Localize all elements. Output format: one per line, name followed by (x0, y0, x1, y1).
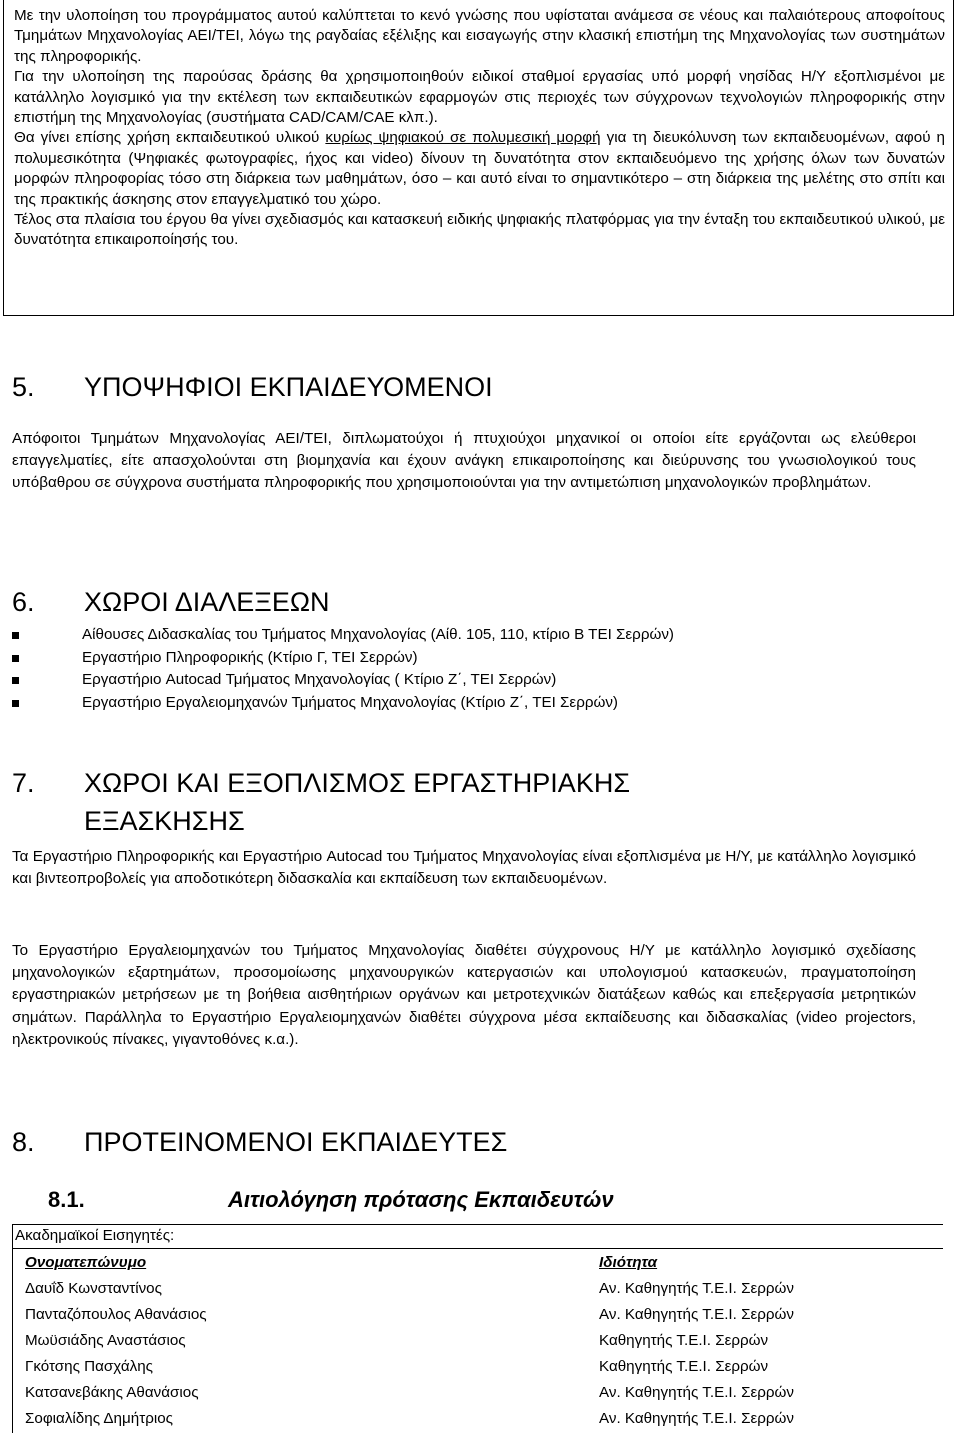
section-6-heading (12, 584, 330, 620)
section-8-title: ΠΡΟΤΕΙΝΟΜΕΝΟΙ ΕΚΠΑΙΔΕΥΤΕΣ (84, 1127, 508, 1157)
section-6-title: ΧΩΡΟΙ ΔΙΑΛΕΞΕΩΝ (84, 587, 330, 617)
section-5-title: ΥΠΟΨΗΦΙΟΙ ΕΚΠΑΙΔΕΥΟΜΕΝΟΙ (84, 372, 493, 402)
instructor-name: Δαυΐδ Κωνσταντίνος (25, 1280, 162, 1297)
section-7-number: 7. (12, 768, 35, 798)
academic-instructors-label: Ακαδημαϊκοί Εισηγητές: (15, 1227, 175, 1244)
section-5-heading (12, 369, 493, 405)
list-item: Αίθουσες Διδασκαλίας του Τμήματος Μηχανολογίας (Αίθ. 105, 110, κτίριο Β ΤΕΙ Σερρών) (12, 624, 674, 647)
instructor-role: Αν. Καθηγητής Τ.Ε.Ι. Σερρών (599, 1384, 794, 1401)
table-divider (13, 1248, 943, 1249)
instructor-name: Σοφιαλίδης Δημήτριος (25, 1410, 173, 1427)
subsection-8-1-title: Αιτιολόγηση πρότασης Εκπαιδευτών (228, 1187, 614, 1212)
instructor-name: Γκότσης Πασχάλης (25, 1358, 153, 1375)
intro-paragraph-1: Με την υλοποίηση του προγράμματος αυτού καλύπτεται το κενό γνώσης που υφίσταται ανάμεσα σε νέους και παλαιότερους αποφοίτους Τμημάτων Μηχανολογίας ΑΕΙ/ΤΕΙ, λόγω της ραγδαίας εξέλιξης και εισαγωγής στην κλασική επιστήμη της Μηχανολογίας των συστημάτων της πληροφορικής. (14, 7, 945, 65)
instructor-role: Αν. Καθηγητής Τ.Ε.Ι. Σερρών (599, 1306, 794, 1323)
intro-box (3, 0, 954, 316)
section-8-number: 8. (12, 1127, 35, 1157)
section-7-paragraph-2: Το Εργαστήριο Εργαλειομηχανών του Τμήματος Μηχανολογίας διαθέτει σύγχρονους Η/Υ με κατάλληλο λογισμικό σχεδίασης μηχανολογικών εξαρτημάτων, προσομοίωσης μηχανουργικών κατεργασιών και υπολογισμού κατασκευών, πραγματοποίηση εργαστηριακών μετρήσεων με τη βοήθεια αισθητήριων οργάνων και μετροτεχνικών διατάξεων καθώς και επεξεργασία μετρητικών σημάτων. Παράλληλα το Εργαστήριο Εργαλειομηχανών διαθέτει σύγχρονα μέσα εκπαίδευσης και διδασκαλίας (video projectors, ηλεκτρονικούς πίνακες, γιγαντοθόνες κ.α.). (12, 942, 916, 1048)
bullet-square-icon (12, 655, 19, 662)
column-header-name: Ονοματεπώνυμο (25, 1254, 147, 1271)
section-7-title-line1: ΧΩΡΟΙ ΚΑΙ ΕΞΟΠΛΙΣΜΟΣ ΕΡΓΑΣΤΗΡΙΑΚΗΣ (84, 768, 631, 798)
list-item: Εργαστήριο Εργαλειομηχανών Τμήματος Μηχανολογίας (Κτίριο Ζ΄, ΤΕΙ Σερρών) (12, 692, 674, 715)
instructor-role: Καθηγητής Τ.Ε.Ι. Σερρών (599, 1332, 769, 1349)
section-5-text: Απόφοιτοι Τμημάτων Μηχανολογίας ΑΕΙ/ΤΕΙ, διπλωματούχοι ή πτυχιούχοι μηχανικοί οι οποίοι είτε εργάζονται ως ελεύθεροι επαγγελματίες, είτε απασχολούνται στη βιομηχανία και έχουν ανάγκη επικαιροποίησης και διεύρυνσης του γνωσιολογικού τους υπόβαθρου σε σύγχρονα συστήματα πληροφορικής που χρησιμοποιούνται για την αντιμετώπιση μηχανολογικών προβλημάτων. (12, 430, 916, 492)
lecture-rooms-list (12, 624, 674, 715)
intro-p3-end: για τη διευκόλυνση των εκπαιδευομένων, αφού η πολυμεσικότητα (Ψηφιακές φωτογραφίες, ήχος και video) δίνουν τη δυνατότητα στον εκπαιδευόμενο της χρήσης όλων των δυνατών μορφών πληροφορίας τόσο στη διάρκεια των μαθημάτων, όσο – και αυτό είναι το σημαντικότερο – στη διάρκεια της μελέτης στο σπίτι και της πρακτικής άσκησης στον επαγγελματικό του χώρο. (14, 129, 945, 208)
instructor-name: Κατσανεβάκης Αθανάσιος (25, 1384, 199, 1401)
bullet-square-icon (12, 632, 19, 639)
bullet-square-icon (12, 700, 19, 707)
instructor-role: Καθηγητής Τ.Ε.Ι. Σερρών (599, 1358, 769, 1375)
section-8-heading (12, 1124, 507, 1160)
column-header-role: Ιδιότητα (599, 1254, 658, 1271)
academic-instructors-table (12, 1224, 943, 1433)
subsection-8-1-heading (48, 1186, 614, 1214)
instructor-name: Μωϋσιάδης Αναστάσιος (25, 1332, 186, 1349)
section-7-title-line2: ΕΞΑΣΚΗΣΗΣ (84, 806, 245, 836)
section-7-paragraph-1: Τα Εργαστήριο Πληροφορικής και Εργαστήριο Autocad του Τμήματος Μηχανολογίας είναι εξοπλισμένα με Η/Υ, με κατάλληλο λογισμικό και βιντεοπροβολείς για αποδοτικότερη διδασκαλία και εκπαίδευση των εκπαιδευομένων. (12, 848, 916, 888)
instructor-name: Πανταζόπουλος Αθανάσιος (25, 1306, 207, 1323)
intro-p3-underlined: κυρίως ψηφιακού σε πολυμεσική μορφή (325, 129, 601, 147)
section-5-number: 5. (12, 372, 35, 402)
intro-p3-start: Θα γίνει επίσης χρήση εκπαιδευτικού υλικού (14, 129, 326, 147)
intro-paragraph-4: Τέλος στα πλαίσια του έργου θα γίνει σχεδιασμός και κατασκευή ειδικής ψηφιακής πλατφόρμας για την ένταξη του εκπαιδευτικού υλικού, με δυνατότητα επικαιροποίησής του. (14, 211, 945, 249)
intro-paragraph-2: Για την υλοποίηση της παρούσας δράσης θα χρησιμοποιηθούν ειδικοί σταθμοί εργασίας υπό μορφή νησίδας Η/Υ εξοπλισμένοι με κατάλληλο λογισμικό για την εκτέλεση των εκπαιδευτικών εφαρμογών στις περιοχές των σύγχρονων τεχνολογιών πληροφορικής στην επιστήμη της Μηχανολογίας (συστήματα CAD/CAM/CAE κλπ.). (14, 68, 945, 127)
instructor-role: Αν. Καθηγητής Τ.Ε.Ι. Σερρών (599, 1280, 794, 1297)
instructor-role: Αν. Καθηγητής Τ.Ε.Ι. Σερρών (599, 1410, 794, 1427)
section-7-heading (12, 764, 630, 840)
section-6-number: 6. (12, 587, 35, 617)
subsection-8-1-number: 8.1. (48, 1187, 85, 1212)
bullet-square-icon (12, 677, 19, 684)
list-item: Εργαστήριο Πληροφορικής (Κτίριο Γ, ΤΕΙ Σερρών) (12, 647, 674, 670)
list-item: Εργαστήριο Autocad Τμήματος Μηχανολογίας ( Κτίριο Ζ΄, ΤΕΙ Σερρών) (12, 669, 674, 692)
intro-paragraph-3 (14, 128, 945, 210)
